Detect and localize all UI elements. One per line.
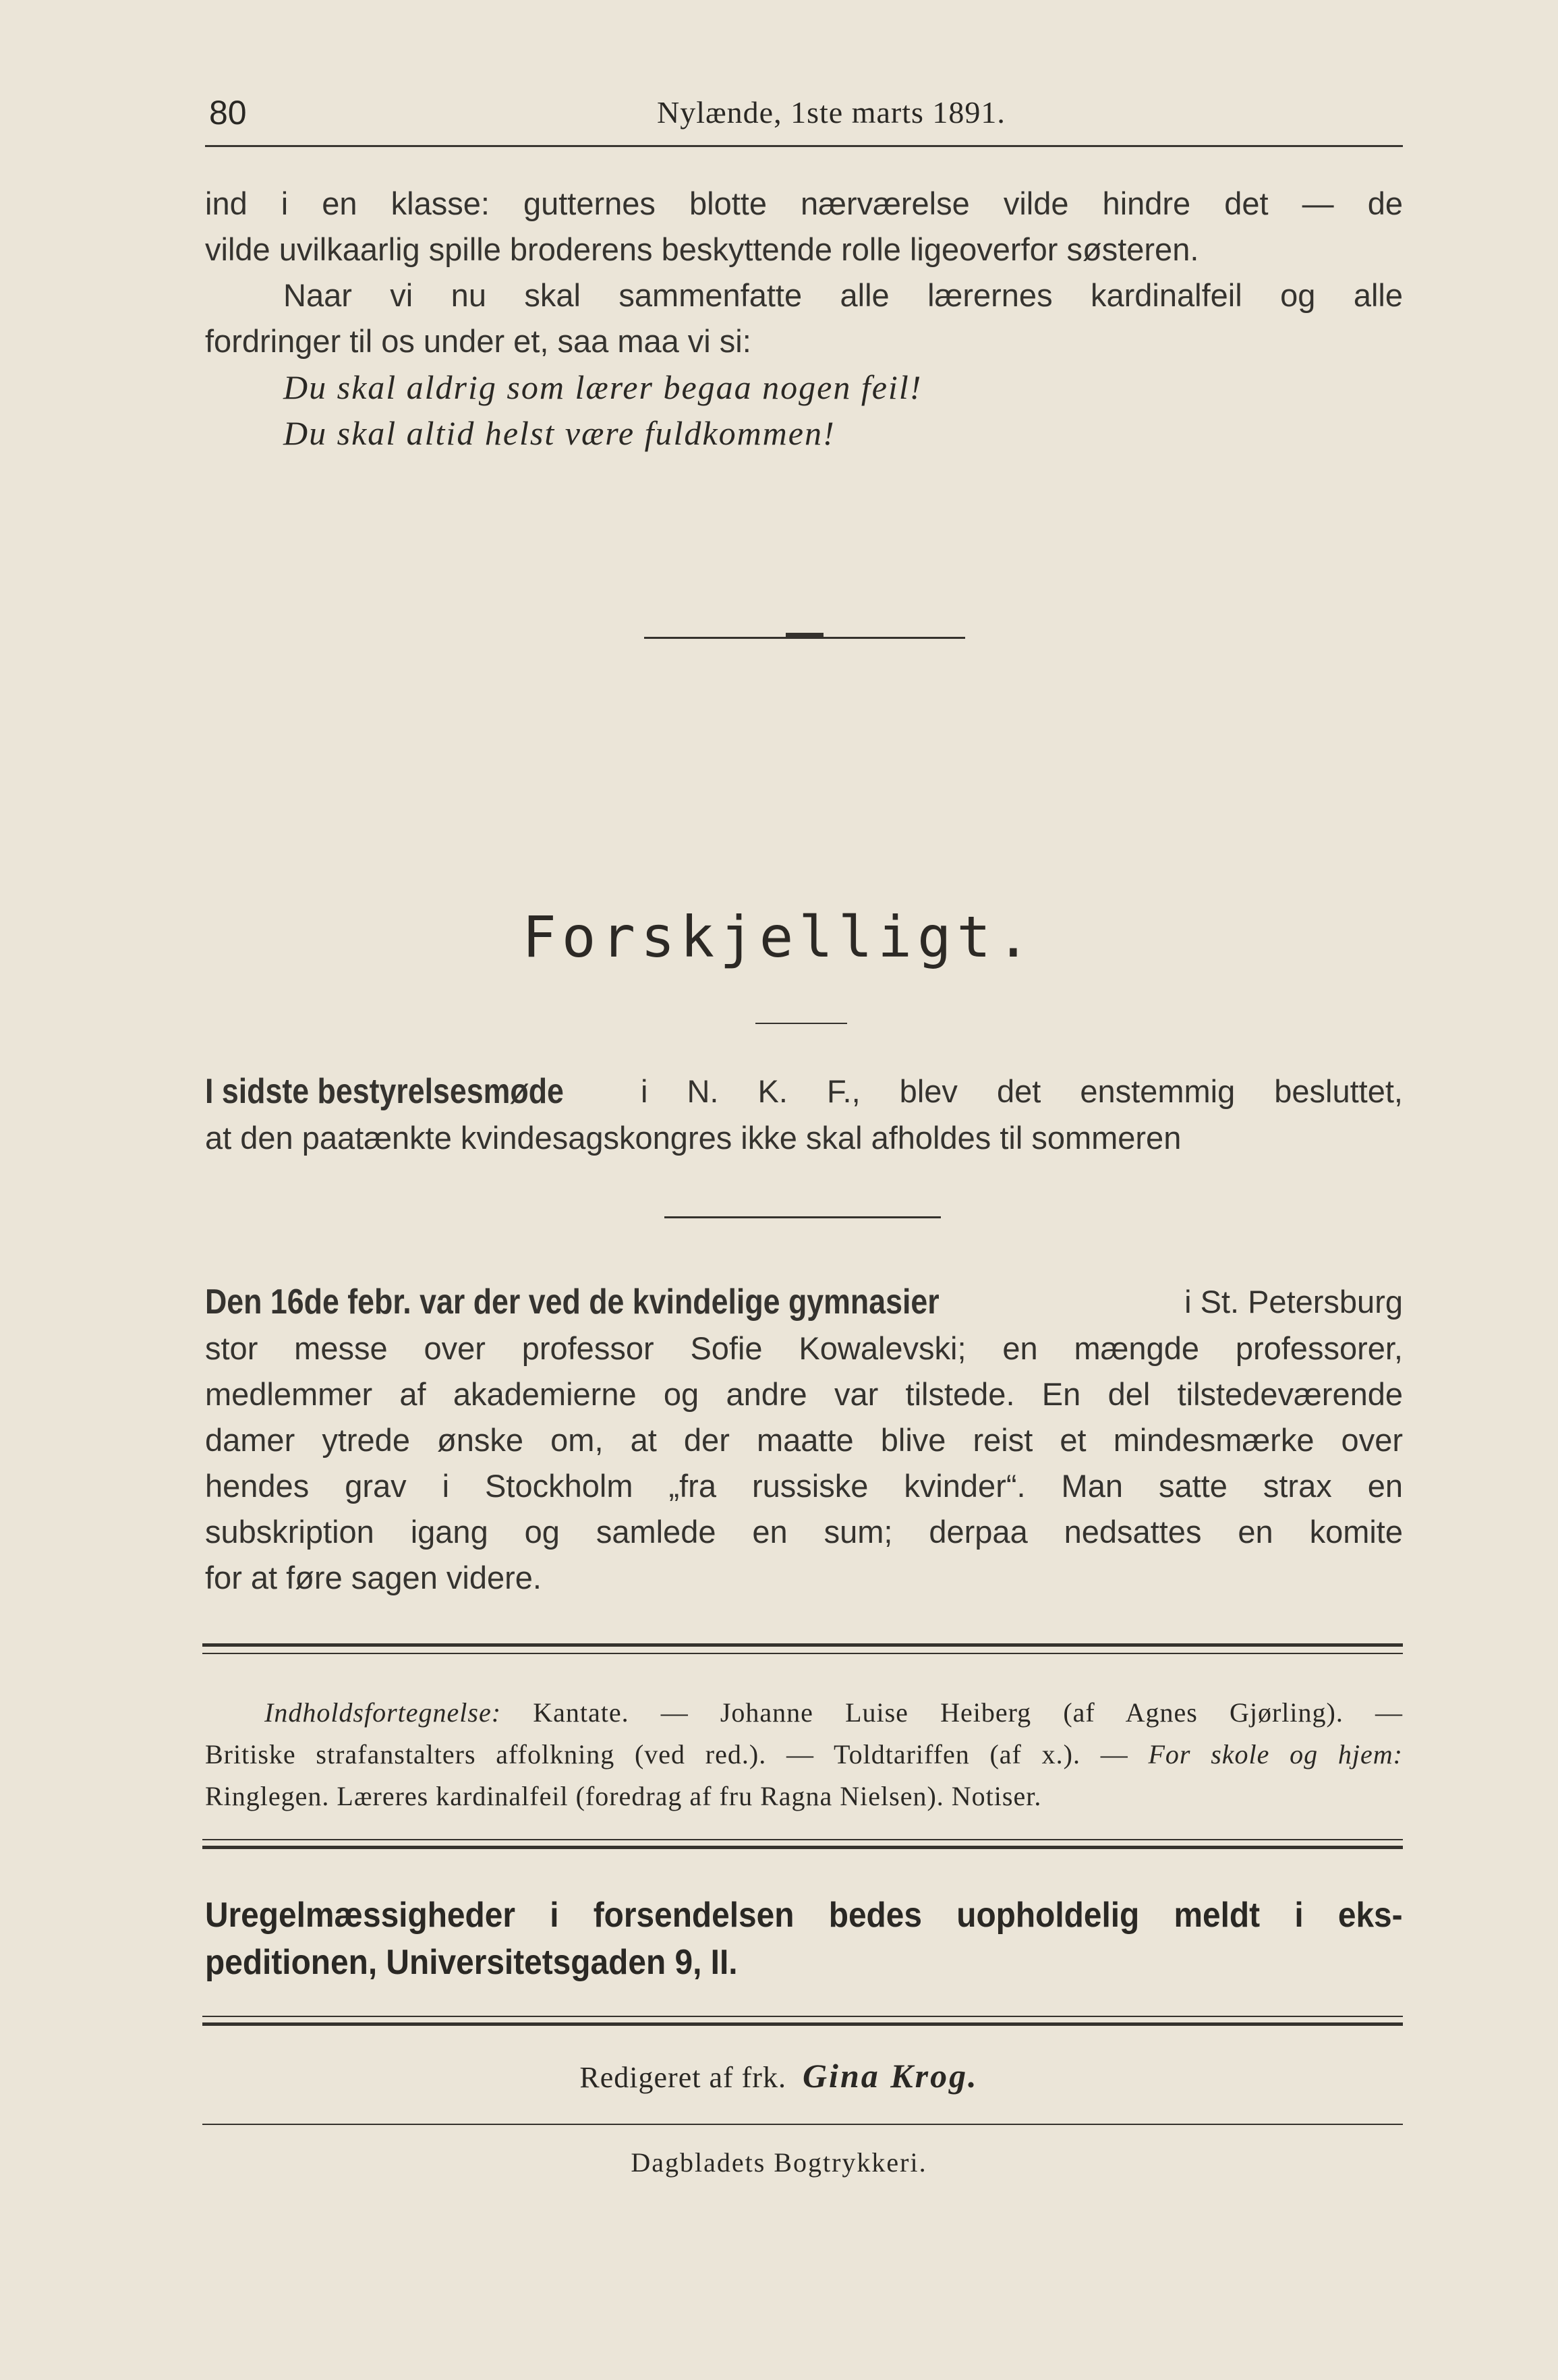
- page-number: 80: [209, 94, 247, 132]
- double-rule-top: [202, 2016, 1403, 2017]
- edited-prefix: Redigeret af frk.: [579, 2061, 786, 2094]
- notice-line: at den paatænkte kvindesagskongres ikke skal afholdes til sommeren: [205, 1120, 1182, 1156]
- double-rule-bottom: [202, 2022, 1403, 2026]
- running-head: [205, 93, 1403, 140]
- double-rule-top: [202, 1839, 1403, 1840]
- double-rule-bottom: [202, 1846, 1403, 1849]
- double-rule-bottom: [202, 1653, 1403, 1654]
- publication-title: Nylænde, 1ste marts 1891.: [657, 95, 1006, 130]
- printer-line: Dagbladets Bogtrykkeri.: [631, 2147, 927, 2178]
- notice-line: Uregelmæssigheder i forsendelsen bedes uopholdelig meldt i eks-: [205, 1896, 1403, 1935]
- header-rule: [205, 145, 1403, 147]
- notice-lead: Den 16de febr. var der ved de kvindelige gymnasier: [205, 1282, 940, 1322]
- intro-line: fordringer til os under et, saa maa vi si:: [205, 323, 751, 359]
- intro-line: ind i en klasse: gutternes blotte nærværelse vilde hindre det — de: [205, 186, 1403, 221]
- contents-items: Kantate. — Johanne Luise Heiberg (af Agnes Gjørling). —: [533, 1697, 1403, 1728]
- footer-rule: [202, 2124, 1403, 2125]
- notice-line-rest: i St. Petersburg: [1184, 1284, 1403, 1320]
- contents-section: For skole og hjem:: [1148, 1739, 1404, 1769]
- notice-line: [205, 1069, 1403, 1115]
- notice-line: [205, 1279, 1403, 1326]
- notice-lead: I sidste bestyrelsesmøde: [205, 1072, 564, 1111]
- irregularity-notice: [205, 1892, 1403, 1986]
- editor-name: Gina Krog.: [802, 2057, 979, 2095]
- notice-line: medlemmer af akademierne og andre var tilstede. En del tilstedeværende: [205, 1376, 1403, 1412]
- notice-bestyrelsesmode: [205, 1069, 1403, 1161]
- double-rule-top: [202, 1643, 1403, 1647]
- contents-line: Ringlegen. Læreres kardinalfeil (foredrag af fru Ragna Nielsen). Notiser.: [205, 1781, 1042, 1811]
- notice-line: damer ytrede ønske om, at der maatte blive reist et mindesmærke over: [205, 1422, 1403, 1458]
- notice-line: stor messe over professor Sofie Kowalevski; en mængde professorer,: [205, 1330, 1403, 1366]
- section-title: Forskjelligt.: [522, 904, 1036, 970]
- intro-line: vilde uvilkaarlig spille broderens beskyttende rolle ligeoverfor søsteren.: [205, 231, 1199, 267]
- maxim-line: Du skal altid helst være fuldkommen!: [283, 414, 836, 452]
- notice-gymnasier: [205, 1279, 1403, 1601]
- maxim-line: Du skal aldrig som lærer begaa nogen feil!: [283, 368, 923, 406]
- intro-line: Naar vi nu skal sammenfatte alle lærernes kardinalfeil og alle: [283, 277, 1403, 313]
- contents-items: Britiske strafanstalters affolkning (ved red.). — Toldtariffen (af x.). —: [205, 1739, 1128, 1769]
- notice-line: subskription igang og samlede en sum; derpaa nedsattes en komite: [205, 1514, 1403, 1550]
- intro-text: [205, 181, 1403, 456]
- separator-rule: [664, 1216, 941, 1218]
- section-title-rule: [755, 1023, 847, 1024]
- notice-line-rest: i N. K. F., blev det enstemmig besluttet,: [641, 1073, 1403, 1109]
- table-of-contents: [205, 1692, 1403, 1817]
- editor-line: [0, 2056, 1558, 2095]
- notice-line: hendes grav i Stockholm „fra russiske kvinder“. Man satte strax en: [205, 1468, 1403, 1504]
- contents-line: [205, 1734, 1403, 1776]
- contents-label: Indholdsfortegnelse:: [264, 1697, 502, 1728]
- ornament-center: [786, 633, 824, 639]
- contents-line: [205, 1692, 1403, 1734]
- notice-line: for at føre sagen videre.: [205, 1560, 542, 1595]
- notice-line: peditionen, Universitetsgaden 9, II.: [205, 1943, 738, 1982]
